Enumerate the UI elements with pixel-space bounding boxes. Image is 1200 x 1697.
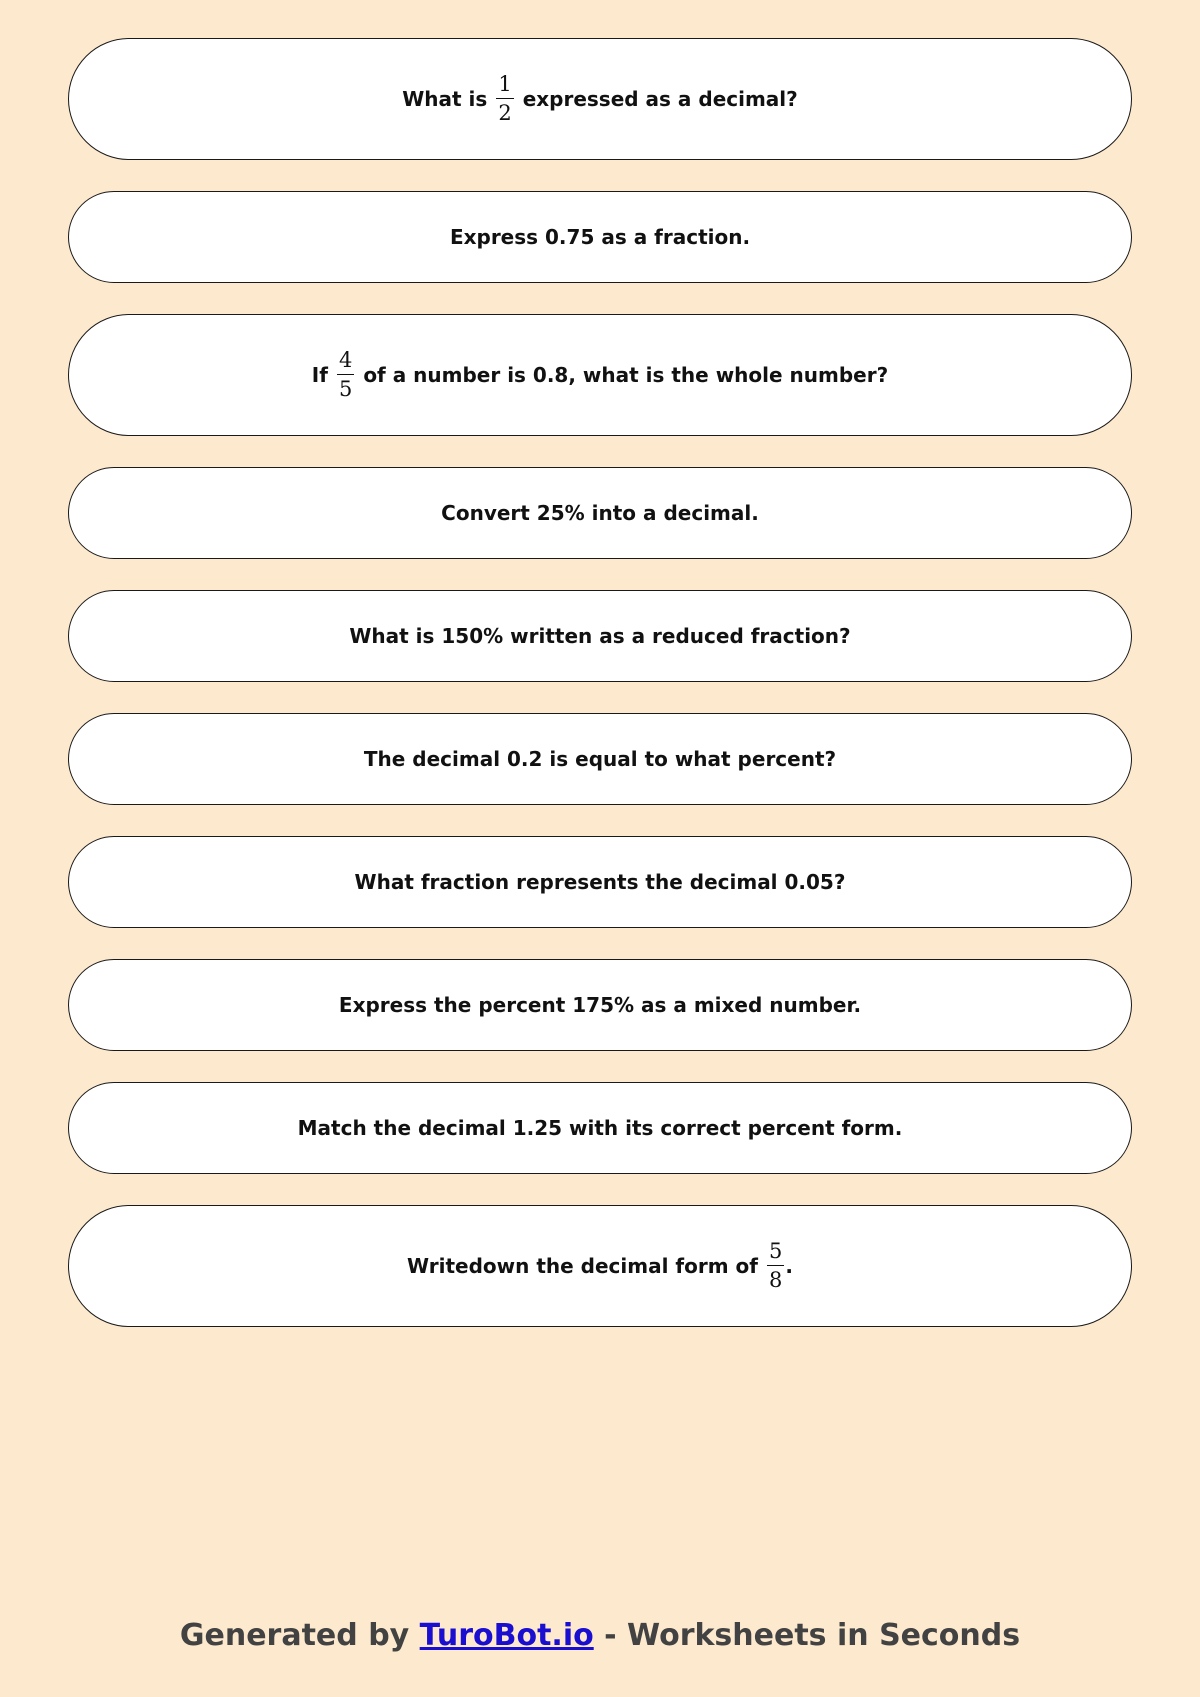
fraction-denominator: 8 (768, 1268, 783, 1292)
fraction-denominator: 2 (498, 101, 512, 125)
question-text: . (785, 1254, 793, 1278)
fraction (337, 350, 354, 400)
question-text: Express the percent 175% as a mixed number. (338, 993, 862, 1017)
question-card-7 (68, 836, 1132, 928)
fraction-numerator: 1 (496, 74, 513, 99)
question-list (68, 38, 1132, 1327)
question-text: What is (402, 87, 488, 111)
turobot-link[interactable]: TuroBot.io (419, 1618, 594, 1653)
question-text: Match the decimal 1.25 with its correct percent form. (297, 1116, 903, 1140)
footer-suffix: - Worksheets in Seconds (593, 1618, 1021, 1653)
footer (0, 1618, 1200, 1653)
question-text: expressed as a decimal? (522, 87, 798, 111)
question-card-2 (68, 191, 1132, 283)
question-text: What is 150% written as a reduced fraction? (349, 624, 851, 648)
question-text: What fraction represents the decimal 0.05? (354, 870, 846, 894)
fraction (496, 74, 513, 124)
question-card-5 (68, 590, 1132, 682)
footer-prefix: Generated by (179, 1618, 420, 1653)
question-card-10 (68, 1205, 1132, 1327)
fraction-denominator: 5 (338, 377, 353, 401)
question-card-9 (68, 1082, 1132, 1174)
fraction-numerator: 5 (767, 1241, 784, 1266)
question-card-1 (68, 38, 1132, 160)
question-card-4 (68, 467, 1132, 559)
question-text: Writedown the decimal form of (407, 1254, 758, 1278)
question-text: If (311, 363, 328, 387)
fraction (767, 1241, 784, 1291)
question-text: Convert 25% into a decimal. (441, 501, 759, 525)
question-text: of a number is 0.8, what is the whole number? (363, 363, 889, 387)
fraction-numerator: 4 (337, 350, 354, 375)
question-card-6 (68, 713, 1132, 805)
question-card-3 (68, 314, 1132, 436)
question-card-8 (68, 959, 1132, 1051)
question-text: The decimal 0.2 is equal to what percent? (363, 747, 837, 771)
question-text: Express 0.75 as a fraction. (449, 225, 751, 249)
